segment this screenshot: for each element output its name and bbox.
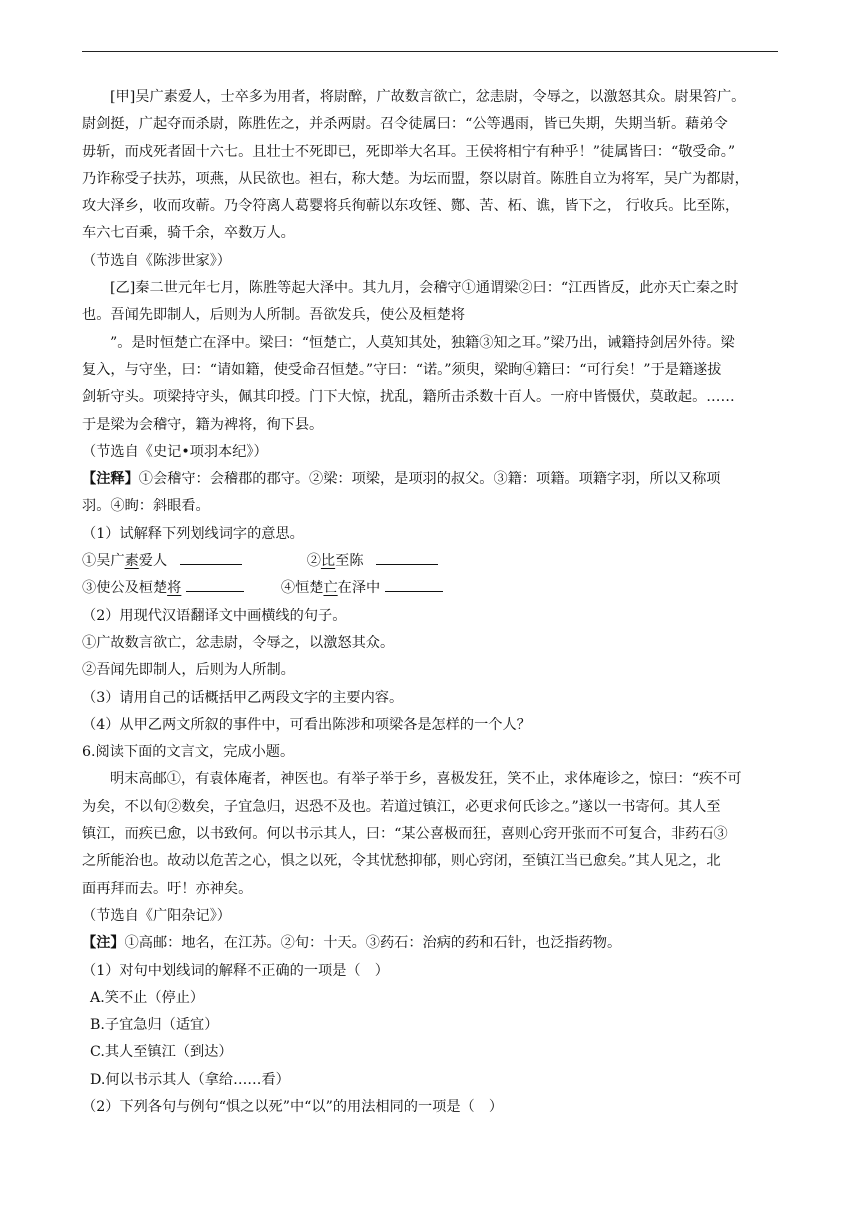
- option-c[interactable]: C.其人至镇江（到达）: [90, 1044, 233, 1061]
- source-citation: （节选自《史记•项羽本纪》）: [82, 443, 268, 460]
- answer-blank[interactable]: [385, 577, 443, 592]
- answer-blank[interactable]: [186, 577, 244, 592]
- passage-jia-line: 车六七百乘，骑千余，卒数万人。: [82, 225, 295, 242]
- answer-blank[interactable]: [376, 550, 438, 565]
- question-3-title: （3）请用自己的话概括甲乙两段文字的主要内容。: [82, 689, 404, 706]
- document-body: [82, 84, 778, 1121]
- translation-item: ②吾闻先即制人，后则为人所制。: [82, 662, 295, 679]
- note-label: 【注释】: [82, 471, 139, 488]
- question-1-row: [82, 575, 778, 602]
- question-4-title: （4）从甲乙两文所叙的事件中，可看出陈涉和项梁各是怎样的一个人？: [82, 716, 531, 733]
- translation-item: ①广故数言欲亡，忿恚尉，令辱之，以激怒其众。: [82, 634, 395, 651]
- note-label: 【注】: [82, 935, 125, 952]
- source-citation: （节选自《陈涉世家》）: [82, 252, 231, 269]
- section-6-heading: 6.阅读下面的文言文，完成小题。: [82, 744, 295, 761]
- option-d[interactable]: D.何以书示其人（拿给……看）: [90, 1071, 290, 1088]
- q1-item-1: ①吴广素爱人: [82, 553, 168, 570]
- question-1-title: （1）试解释下列划线词字的意思。: [82, 525, 304, 542]
- passage-6-line: 面再拜而去。吁！亦神矣。: [82, 880, 253, 897]
- question-6-2-title: （2）下列各句与例句“惧之以死”中“以”的用法相同的一项是（ ）: [82, 1098, 504, 1115]
- question-6-1-title: （1）对句中划线词的解释不正确的一项是（ ）: [82, 962, 389, 979]
- passage-6-line: 为矣，不以旬②数矣，子宜急归，迟恐不及也。若道过镇江，必更求何氏诊之。”遂以一书寄何。其人至: [82, 798, 721, 815]
- passage-jia-line: 毋斩，而戍死者固十六七。且壮士不死即已，死即举大名耳。王侯将相宁有种乎！”徒属皆曰：“敬受命。”: [82, 143, 736, 160]
- passage-jia-line: 尉剑挺，广起夺而杀尉，陈胜佐之，并杀两尉。召令徒属曰：“公等遇雨，皆已失期，失期当斩。藉弟令: [82, 116, 728, 133]
- q1-item-2: ②比至陈: [306, 553, 364, 570]
- option-a[interactable]: A.笑不止（停止）: [90, 989, 205, 1006]
- answer-blank[interactable]: [180, 550, 242, 565]
- passage-jia-line: 乃诈称受子扶苏，项燕，从民欲也。袒右，称大楚。为坛而盟，祭以尉首。陈胜自立为将军，吴广为都尉，: [82, 170, 749, 187]
- note-text: ①会稽守：会稽郡的郡守。②梁：项梁，是项羽的叔父。③籍：项籍。项籍字羽，所以又称项: [138, 471, 721, 488]
- note-text: ①高邮：地名，在江苏。②旬：十天。③药石：治病的药和石针，也泛指药物。: [124, 935, 622, 952]
- annotation-note: 羽。④眴：斜眼看。: [82, 498, 210, 515]
- passage-yi-line: 剑斩守头。项梁持守头，佩其印授。门下大惊，扰乱，籍所击杀数十百人。一府中皆慑伏，莫敢起。……: [82, 389, 735, 406]
- source-citation: （节选自《广阳杂记》）: [82, 907, 231, 924]
- passage-yi-line: 也。吾闻先即制人，后则为人所制。吾欲发兵，使公及桓楚将: [82, 307, 466, 324]
- passage-6-line: 之所能治也。故动以危苦之心，惧之以死，令其忧愁抑郁，则心窍闭，至镇江当已愈矣。”其人见之，北: [82, 853, 721, 870]
- question-2-title: （2）用现代汉语翻译文中画横线的句子。: [82, 607, 347, 624]
- passage-jia-line: [甲]吴广素爱人，士卒多为用者，将尉醉，广故数言欲亡，忿恚尉，令辱之，以激怒其众。尉果笞广。: [110, 89, 746, 105]
- q1-item-4: ④恒楚亡在泽中: [280, 580, 381, 597]
- passage-yi-line: 复入，与守坐，曰：“请如籍，使受命召恒楚。”守曰：“诺。”须臾，梁眴④籍曰：“可行矣！”于是籍遂拔: [82, 361, 722, 378]
- annotation-note: [82, 466, 778, 493]
- passage-yi-line: ”。是时恒楚亡在泽中。梁曰：“恒楚亡，人莫知其处，独籍③知之耳。”梁乃出，诫籍持剑居外待。梁: [110, 334, 735, 351]
- passage-jia-line: 攻大泽乡，收而攻蕲。乃令符离人葛婴将兵徇蕲以东攻铚、酂、苦、柘、谯，皆下之， 行收兵。比至陈，: [82, 198, 740, 215]
- option-b[interactable]: B.子宜急归（适宜）: [90, 1017, 219, 1034]
- q1-item-3: ③使公及桓楚将: [82, 580, 182, 597]
- passage-6-line: 明末高邮①，有袁体庵者，神医也。有举子举于乡，喜极发狂，笑不止，求体庵诊之，惊曰：“疾不可: [110, 771, 742, 788]
- header-rule: [82, 51, 778, 52]
- question-1-row: [82, 548, 778, 575]
- passage-yi-line: 于是梁为会稽守，籍为裨将，徇下县。: [82, 416, 324, 433]
- passage-yi-line: [乙]秦二世元年七月，陈胜等起大泽中。其九月，会稽守①通谓梁②曰：“江西皆反，此亦天亡秦之时: [110, 280, 739, 297]
- annotation-note: [82, 930, 778, 957]
- passage-6-line: 镇江，而疾已愈，以书致何。何以书示其人，曰：“某公喜极而狂，喜则心窍开张而不可复合，非药石③: [82, 826, 728, 843]
